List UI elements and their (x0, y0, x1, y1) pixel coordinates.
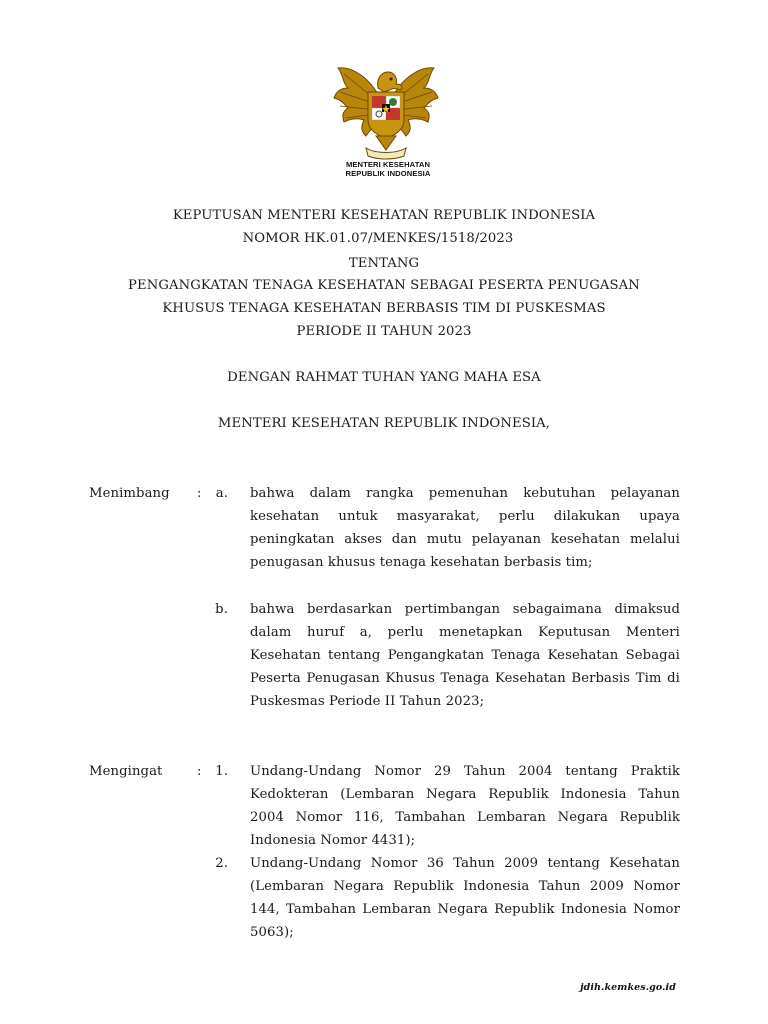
authority-line: MENTERI KESEHATAN REPUBLIK INDONESIA, (217, 416, 551, 431)
mengingat-marker-2: 2. (215, 856, 228, 871)
mengingat-item-1: Undang-Undang Nomor 29 Tahun 2004 tentang Praktik Kedokteran (Lembaran Negara Republik Indonesia Tahun 2004 Nomor 116, Tambahan Lembaran Negara Republik Indonesia Nomor 4431); (250, 764, 680, 848)
menimbang-label: Menimbang (89, 486, 170, 501)
decree-title: KEPUTUSAN MENTERI KESEHATAN REPUBLIK INDONESIA (172, 208, 596, 223)
emblem-caption-line1: MENTERI KESEHATAN (345, 160, 431, 169)
emblem-caption-line2: REPUBLIK INDONESIA (345, 169, 431, 178)
decree-subject-line2: KHUSUS TENAGA KESEHATAN BERBASIS TIM DI PUSKESMAS (162, 301, 606, 316)
mengingat-label: Mengingat (89, 764, 163, 779)
menimbang-marker-a: a. (215, 486, 228, 501)
menimbang-marker-b: b. (215, 602, 228, 617)
mengingat-marker-1: 1. (215, 764, 228, 779)
mengingat-colon: : (197, 764, 202, 779)
decree-tentang: TENTANG (348, 256, 420, 271)
menimbang-item-a: bahwa dalam rangka pemenuhan kebutuhan pelayanan kesehatan untuk masyarakat, perlu dilakukan upaya peningkatan akses dan mutu pelayanan kesehatan melalui penugasan khusus tenaga kesehatan berbasis tim; (250, 486, 680, 570)
garuda-pancasila-emblem-icon (330, 58, 442, 162)
menimbang-item-b: bahwa berdasarkan pertimbangan sebagaimana dimaksud dalam huruf a, perlu menetapkan Keputusan Menteri Kesehatan tentang Pengangkatan Tenaga Kesehatan Sebagai Peserta Penugasan Khusus Tenaga Kesehatan Berbasis Tim di Puskesmas Periode II Tahun 2023; (250, 602, 680, 709)
decree-number: NOMOR HK.01.07/MENKES/1518/2023 (242, 231, 514, 246)
decree-subject-line1: PENGANGKATAN TENAGA KESEHATAN SEBAGAI PESERTA PENUGASAN (128, 278, 640, 293)
mengingat-item-2: Undang-Undang Nomor 36 Tahun 2009 tentang Kesehatan (Lembaran Negara Republik Indonesia Tahun 2009 Nomor 144, Tambahan Lembaran Negara Republik Indonesia Nomor 5063); (250, 856, 680, 940)
invocation: DENGAN RAHMAT TUHAN YANG MAHA ESA (227, 370, 541, 385)
menimbang-colon: : (197, 486, 202, 501)
source-url[interactable]: jdih.kemkes.go.id (580, 982, 676, 993)
decree-subject-line3: PERIODE II TAHUN 2023 (296, 324, 472, 339)
emblem-caption (318, 160, 458, 178)
